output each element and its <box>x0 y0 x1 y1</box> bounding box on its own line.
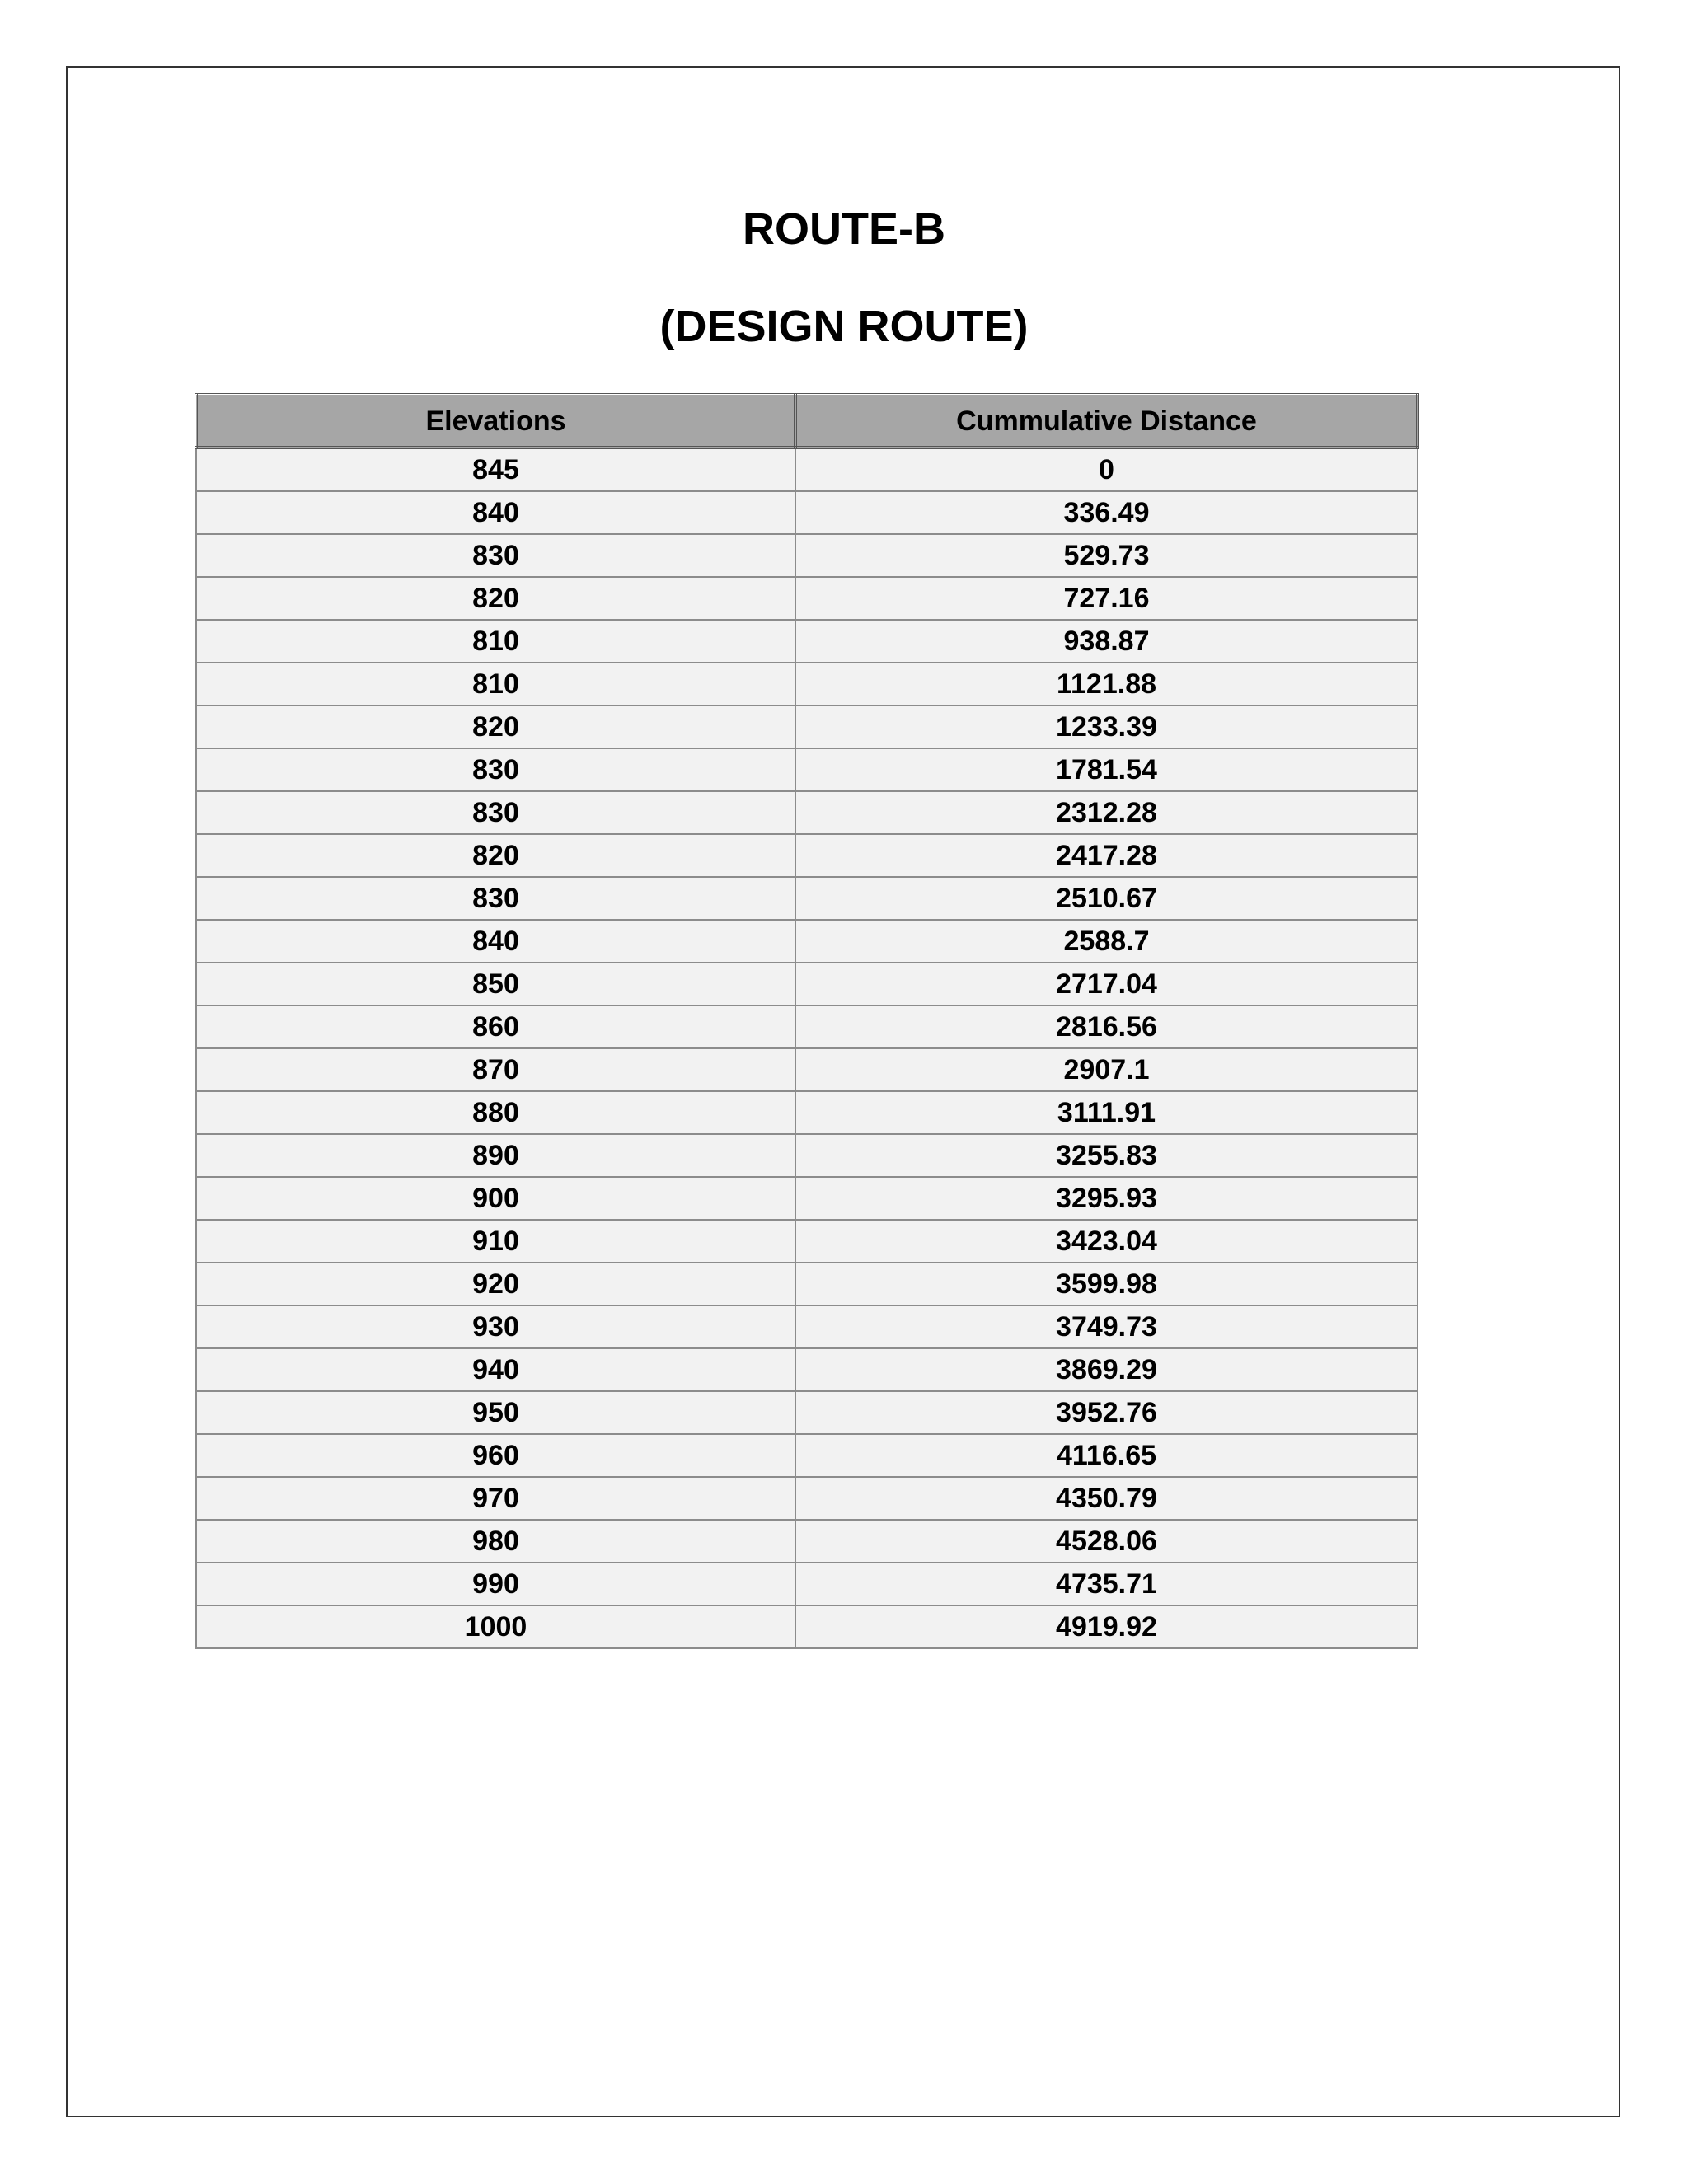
distance-cell: 727.16 <box>795 577 1418 620</box>
table-row <box>196 1048 1418 1091</box>
distance-cell: 0 <box>795 448 1418 491</box>
distance-cell: 3111.91 <box>795 1091 1418 1134</box>
elevation-cell: 920 <box>196 1263 795 1305</box>
table-row <box>196 1177 1418 1220</box>
elevation-cell: 890 <box>196 1134 795 1177</box>
table-row <box>196 577 1418 620</box>
elevation-cell: 930 <box>196 1305 795 1348</box>
header-cumulative-distance: Cummulative Distance <box>795 395 1418 448</box>
elevation-cell: 900 <box>196 1177 795 1220</box>
elevation-cell: 850 <box>196 963 795 1005</box>
table-row <box>196 1134 1418 1177</box>
distance-cell: 2417.28 <box>795 834 1418 877</box>
table-row <box>196 963 1418 1005</box>
distance-cell: 1121.88 <box>795 663 1418 705</box>
distance-cell: 4528.06 <box>795 1520 1418 1563</box>
distance-cell: 2312.28 <box>795 791 1418 834</box>
elevation-cell: 980 <box>196 1520 795 1563</box>
table-row <box>196 663 1418 705</box>
table-row <box>196 448 1418 491</box>
table-row <box>196 834 1418 877</box>
elevation-distance-table <box>195 393 1419 1649</box>
distance-cell: 938.87 <box>795 620 1418 663</box>
distance-cell: 3952.76 <box>795 1391 1418 1434</box>
distance-cell: 2588.7 <box>795 920 1418 963</box>
page-subtitle: (DESIGN ROUTE) <box>659 302 1029 351</box>
table-row <box>196 1005 1418 1048</box>
distance-cell: 4116.65 <box>795 1434 1418 1477</box>
table-row <box>196 877 1418 920</box>
table-row <box>196 1477 1418 1520</box>
elevation-cell: 950 <box>196 1391 795 1434</box>
table-body <box>196 448 1418 1648</box>
elevation-cell: 960 <box>196 1434 795 1477</box>
elevation-cell: 870 <box>196 1048 795 1091</box>
distance-cell: 2816.56 <box>795 1005 1418 1048</box>
elevation-cell: 910 <box>196 1220 795 1263</box>
table-row <box>196 1305 1418 1348</box>
elevation-cell: 810 <box>196 620 795 663</box>
distance-cell: 529.73 <box>795 534 1418 577</box>
distance-cell: 3423.04 <box>795 1220 1418 1263</box>
elevation-cell: 830 <box>196 748 795 791</box>
table-header-row <box>196 395 1418 448</box>
elevation-cell: 820 <box>196 577 795 620</box>
distance-cell: 3599.98 <box>795 1263 1418 1305</box>
table-row <box>196 1263 1418 1305</box>
distance-cell: 1781.54 <box>795 748 1418 791</box>
elevation-cell: 830 <box>196 534 795 577</box>
table-row <box>196 920 1418 963</box>
page-title: ROUTE-B <box>743 204 945 254</box>
distance-cell: 3295.93 <box>795 1177 1418 1220</box>
distance-cell: 2510.67 <box>795 877 1418 920</box>
table-row <box>196 748 1418 791</box>
elevation-cell: 880 <box>196 1091 795 1134</box>
table-row <box>196 1220 1418 1263</box>
distance-cell: 3869.29 <box>795 1348 1418 1391</box>
table-row <box>196 620 1418 663</box>
distance-cell: 2907.1 <box>795 1048 1418 1091</box>
table-row <box>196 791 1418 834</box>
table-row <box>196 705 1418 748</box>
elevation-cell: 840 <box>196 491 795 534</box>
table-row <box>196 534 1418 577</box>
elevation-cell: 820 <box>196 705 795 748</box>
elevation-cell: 820 <box>196 834 795 877</box>
table-row <box>196 1391 1418 1434</box>
elevation-cell: 990 <box>196 1563 795 1605</box>
distance-cell: 2717.04 <box>795 963 1418 1005</box>
distance-cell: 336.49 <box>795 491 1418 534</box>
distance-cell: 1233.39 <box>795 705 1418 748</box>
elevation-cell: 810 <box>196 663 795 705</box>
elevation-cell: 1000 <box>196 1605 795 1648</box>
table-row <box>196 1091 1418 1134</box>
table-row <box>196 1434 1418 1477</box>
table-row <box>196 1563 1418 1605</box>
elevation-cell: 830 <box>196 877 795 920</box>
distance-cell: 4919.92 <box>795 1605 1418 1648</box>
distance-cell: 4350.79 <box>795 1477 1418 1520</box>
elevation-cell: 860 <box>196 1005 795 1048</box>
elevation-cell: 845 <box>196 448 795 491</box>
elevation-cell: 830 <box>196 791 795 834</box>
table-row <box>196 1605 1418 1648</box>
distance-cell: 4735.71 <box>795 1563 1418 1605</box>
header-elevations: Elevations <box>196 395 795 448</box>
distance-cell: 3255.83 <box>795 1134 1418 1177</box>
distance-cell: 3749.73 <box>795 1305 1418 1348</box>
elevation-cell: 940 <box>196 1348 795 1391</box>
table-row <box>196 1520 1418 1563</box>
elevation-cell: 970 <box>196 1477 795 1520</box>
table-row <box>196 491 1418 534</box>
table-row <box>196 1348 1418 1391</box>
elevation-cell: 840 <box>196 920 795 963</box>
